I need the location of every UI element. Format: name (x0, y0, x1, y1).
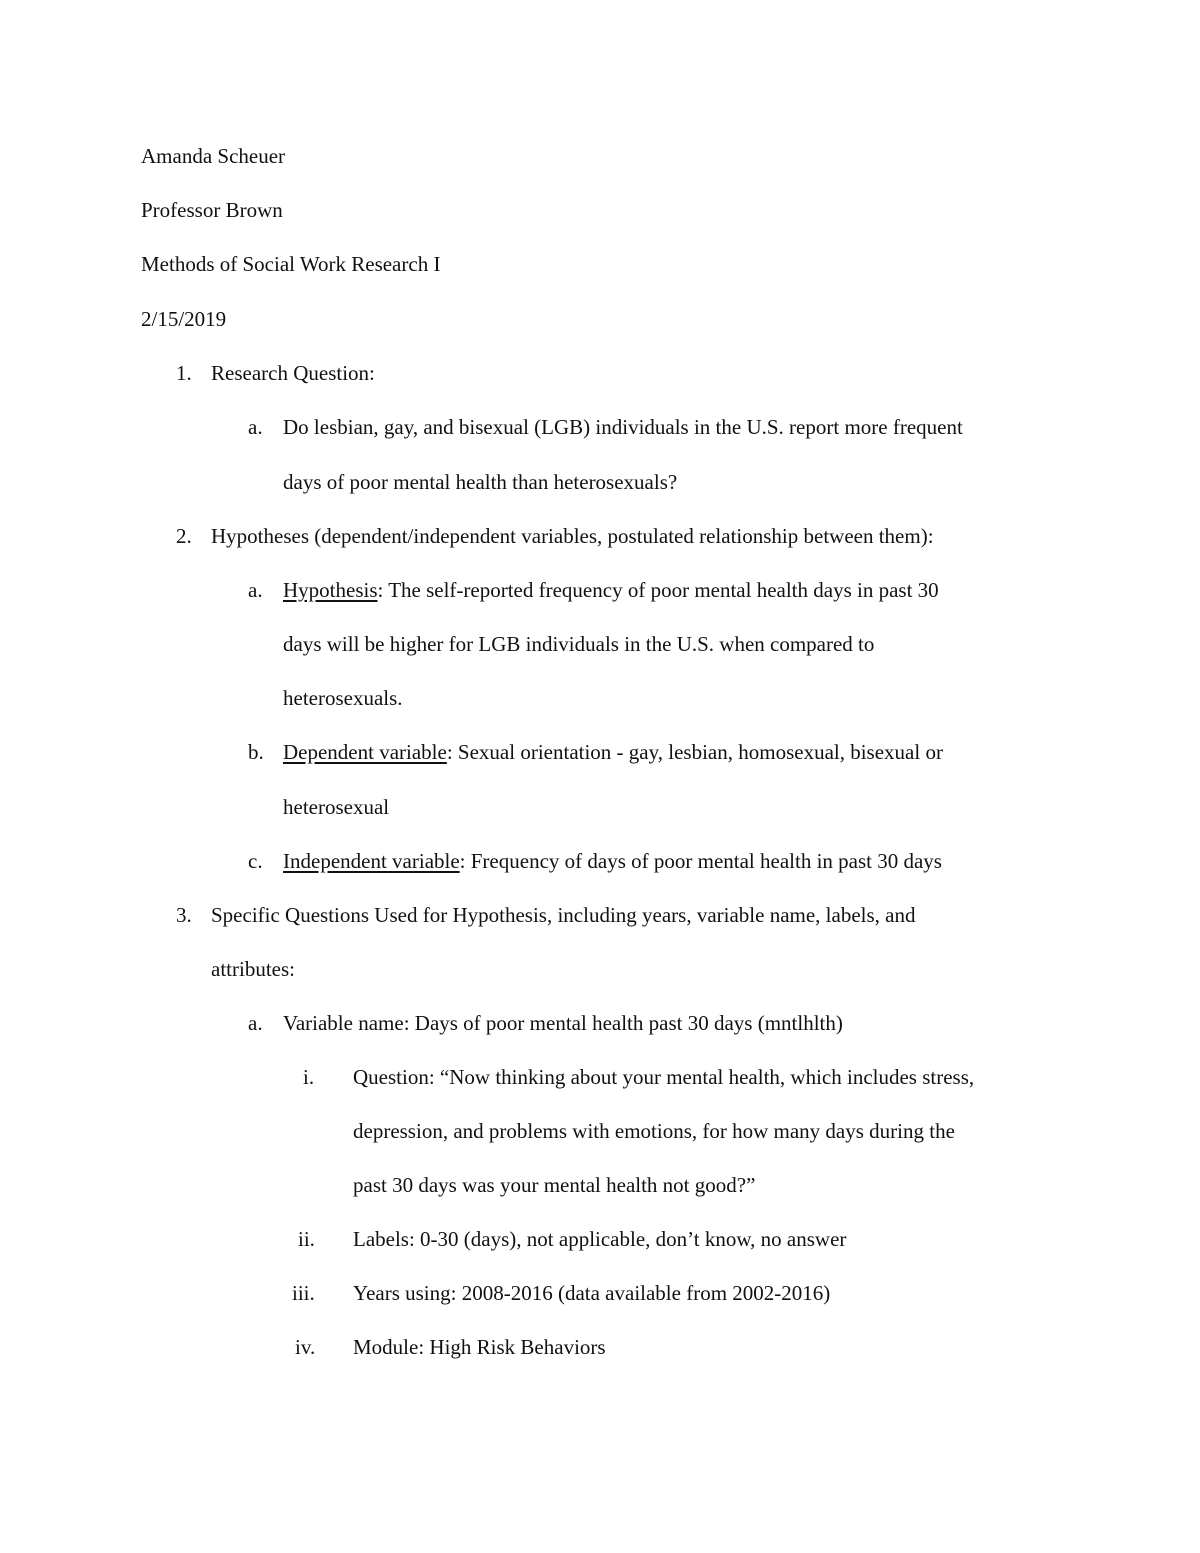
section-3-number: 3. (176, 903, 192, 927)
item-2c-line-1 (283, 847, 942, 875)
item-2a-line-1 (283, 576, 939, 604)
item-1a-marker: a. (248, 415, 263, 439)
section-2-title: Hypotheses (dependent/independent variables, postulated relationship between them): (211, 524, 934, 548)
item-2a-line-2: days will be higher for LGB individuals in the U.S. when compared to (283, 632, 875, 656)
item-2b-text-1: : Sexual orientation - gay, lesbian, homosexual, bisexual or (446, 740, 943, 764)
section-3-title-line-2: attributes: (211, 957, 295, 981)
section-2-number: 2. (176, 524, 192, 548)
item-2a-marker: a. (248, 578, 263, 602)
subitem-i-line-2: depression, and problems with emotions, for how many days during the (353, 1119, 955, 1143)
item-1a-line-1: Do lesbian, gay, and bisexual (LGB) individuals in the U.S. report more frequent (283, 415, 963, 439)
subitem-ii-line-1: Labels: 0-30 (days), not applicable, don’t know, no answer (353, 1227, 847, 1251)
item-3a-line-1: Variable name: Days of poor mental health past 30 days (mntlhlth) (283, 1011, 843, 1035)
section-1-number: 1. (176, 361, 192, 385)
item-1a-line-2: days of poor mental health than heterosexuals? (283, 470, 678, 494)
section-1-title: Research Question: (211, 361, 375, 385)
subitem-ii-marker: ii. (298, 1227, 315, 1251)
document-date: 2/15/2019 (141, 307, 227, 331)
item-3a-marker: a. (248, 1011, 263, 1035)
course-title: Methods of Social Work Research I (141, 252, 441, 276)
professor-name: Professor Brown (141, 198, 283, 222)
subitem-i-line-1: Question: “Now thinking about your mental health, which includes stress, (353, 1065, 975, 1089)
item-2a-line-3: heterosexuals. (283, 686, 403, 710)
subitem-i-marker: i. (303, 1065, 315, 1089)
subitem-iii-line-1: Years using: 2008-2016 (data available from 2002-2016) (353, 1281, 831, 1305)
subitem-iv-line-1: Module: High Risk Behaviors (353, 1335, 606, 1359)
subitem-i-line-3: past 30 days was your mental health not good?” (353, 1173, 756, 1197)
subitem-iv-marker: iv. (295, 1335, 316, 1359)
hypothesis-term: Hypothesis (283, 578, 378, 602)
item-2a-text-1: : The self-reported frequency of poor mental health days in past 30 (377, 578, 939, 602)
item-2b-line-2: heterosexual (283, 795, 390, 819)
dependent-variable-term: Dependent variable (283, 740, 447, 764)
section-3-title-line-1: Specific Questions Used for Hypothesis, including years, variable name, labels, and (211, 903, 916, 927)
independent-variable-term: Independent variable (283, 849, 460, 873)
item-2b-marker: b. (248, 740, 264, 764)
item-2b-line-1 (283, 738, 943, 766)
item-2c-text-1: : Frequency of days of poor mental health in past 30 days (459, 849, 942, 873)
author-name: Amanda Scheuer (141, 144, 286, 168)
item-2c-marker: c. (248, 849, 263, 873)
subitem-iii-marker: iii. (292, 1281, 315, 1305)
